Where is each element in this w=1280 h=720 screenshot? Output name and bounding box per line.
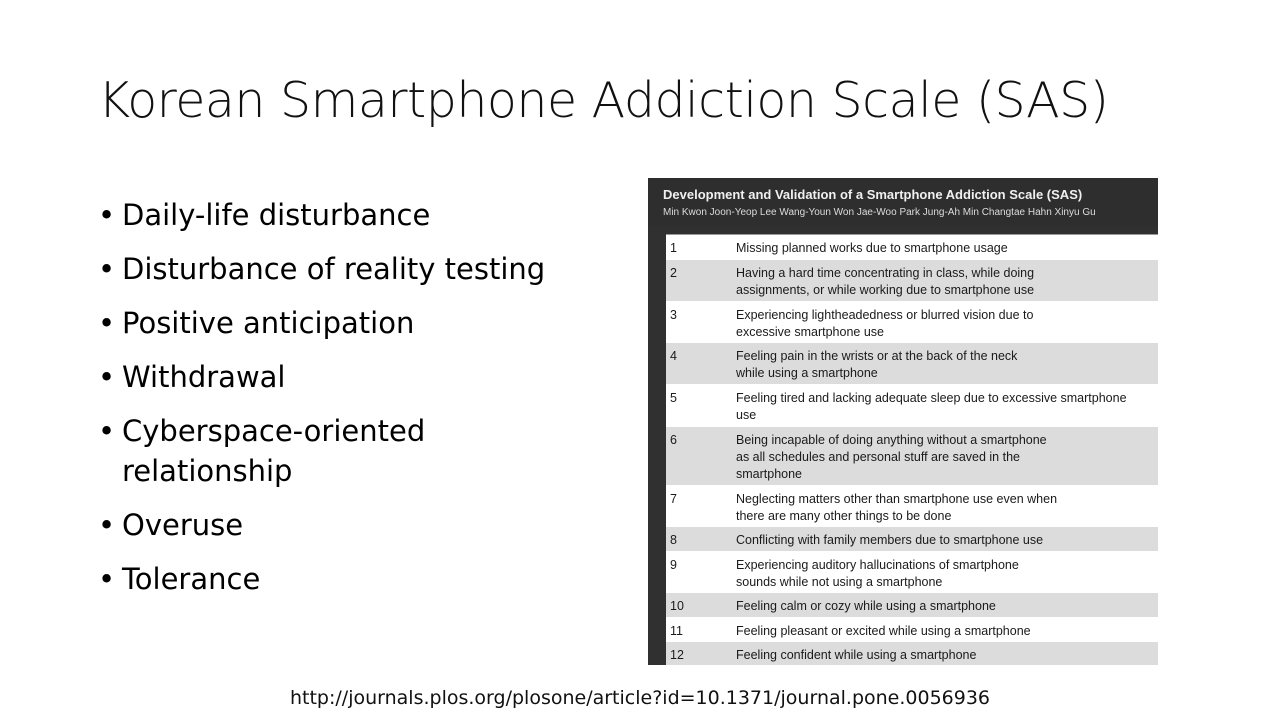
paper-authors: Min Kwon Joon-Yeop Lee Wang-Youn Won Jae-Woo Park Jung-Ah Min Changtae Hahn Xinyu Gu <box>663 207 1096 218</box>
slide-title: Korean Smartphone Addiction Scale (SAS) <box>98 72 1109 129</box>
table-row <box>666 552 1158 592</box>
bullet-item: • Overuse <box>98 505 598 545</box>
table-row <box>666 593 1158 617</box>
item-text: Being incapable of doing anything without a smartphone as all schedules and personal stuff are saved in the smartphone <box>736 433 1047 481</box>
item-number: 8 <box>670 533 677 547</box>
item-text: Feeling confident while using a smartphone <box>736 648 977 662</box>
item-text: Feeling pain in the wrists or at the back of the neck while using a smartphone <box>736 349 1018 380</box>
paper-screenshot <box>648 178 1158 665</box>
item-text: Feeling calm or cozy while using a smartphone <box>736 599 996 613</box>
bullet-item: • Disturbance of reality testing <box>98 249 598 289</box>
item-text: Neglecting matters other than smartphone use even when there are many other things to be done <box>736 492 1058 523</box>
item-text: Experiencing lightheadedness or blurred vision due to excessive smartphone use <box>736 308 1034 339</box>
bullet-item: • Cyberspace-oriented relationship <box>98 411 598 491</box>
bullet-item: • Daily-life disturbance <box>98 195 598 235</box>
paper-header <box>648 178 1158 226</box>
item-number: 10 <box>670 599 684 613</box>
item-number: 12 <box>670 648 684 662</box>
table-row <box>666 618 1158 642</box>
bullet-item: • Withdrawal <box>98 357 598 397</box>
table-row <box>666 427 1158 485</box>
item-number: 3 <box>670 308 677 322</box>
item-number: 5 <box>670 391 677 405</box>
table-row <box>666 385 1158 426</box>
item-number: 6 <box>670 433 677 447</box>
table-row <box>666 260 1158 301</box>
table-row <box>666 486 1158 526</box>
item-text: Having a hard time concentrating in class, while doing assignments, or while working due to smartphone use <box>736 266 1035 297</box>
table-row <box>666 527 1158 551</box>
item-number: 1 <box>670 241 677 255</box>
item-text: Feeling tired and lacking adequate sleep due to excessive smartphone use <box>736 391 1127 422</box>
table-row <box>666 235 1158 259</box>
table-row <box>666 642 1158 665</box>
bullet-item: • Positive anticipation <box>98 303 598 343</box>
item-text: Experiencing auditory hallucinations of smartphone sounds while not using a smartphone <box>736 558 1019 589</box>
item-number: 7 <box>670 492 677 506</box>
table-row <box>666 343 1158 384</box>
paper-title: Development and Validation of a Smartphone Addiction Scale (SAS) <box>663 187 1083 202</box>
item-text: Feeling pleasant or excited while using a smartphone <box>736 624 1031 638</box>
table-row <box>666 302 1158 342</box>
item-text: Missing planned works due to smartphone usage <box>736 241 1008 255</box>
bullet-list <box>98 195 598 613</box>
item-number: 9 <box>670 558 677 572</box>
scale-items-table <box>666 234 1158 665</box>
bullet-item: • Tolerance <box>98 559 598 599</box>
item-text: Conflicting with family members due to smartphone use <box>736 533 1044 547</box>
item-number: 11 <box>670 624 683 638</box>
item-number: 2 <box>670 266 677 280</box>
item-number: 4 <box>670 349 677 363</box>
source-url: http://journals.plos.org/plosone/article?id=10.1371/journal.pone.0056936 <box>289 687 991 709</box>
